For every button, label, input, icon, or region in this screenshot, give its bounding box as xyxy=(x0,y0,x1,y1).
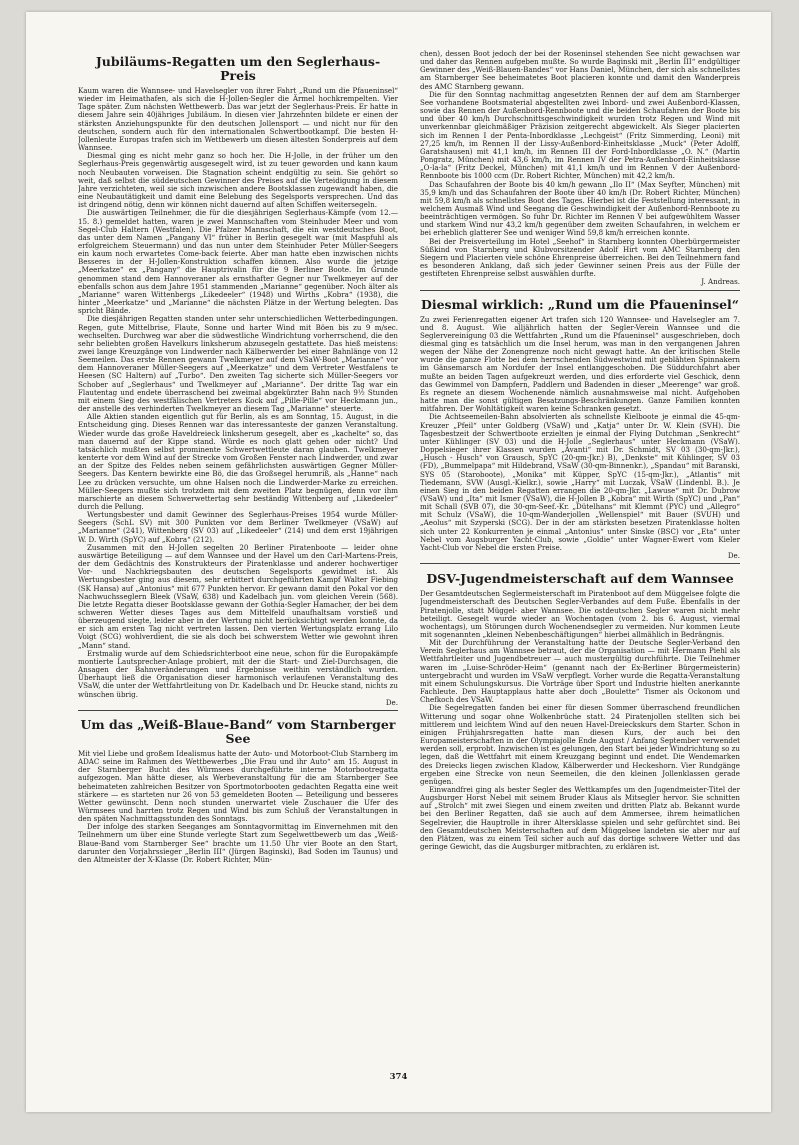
headline-dsv-jugendmeisterschaft: DSV-Jugendmeisterschaft auf dem Wannsee xyxy=(426,571,734,587)
section-divider xyxy=(420,563,740,564)
article-pfaueninsel xyxy=(420,316,740,561)
article-weiss-blaue-band xyxy=(78,750,398,864)
article-weiss-blaue-band-continued xyxy=(420,50,740,287)
page-number: 374 xyxy=(389,1072,408,1082)
paragraph: Das Schaufahren der Boote bis 40 km/h gewann „Ilo II“ (Max Seyfter, München) mit 35,9 km/h und das Schaufahren der Boote über 40 km/h (Dr. Robert Richter, München) mit 59,8 km/h als schnellstes Boot des Tages. Hierbei ist die Feststellung interessant, in welchem Ausmaß Wind und Seegang die Geschwindigkeit der Außenbord-Rennboote zu beeinträchtigen vermögen. So fuhr Dr. Richter im Rennen V bei aufgewühltem Wasser und starkem Wind nur 43,2 km/h gegenüber dem zweiten Schaufahren, in welchem er bei erheblich glatterer See und weniger Wind 59,8 km/h erreichen konnte. xyxy=(420,179,740,238)
paragraph: Bei der Preisverteilung im Hotel „Seehof“ in Starnberg konnten Oberbürgermeister Süßkind von Starnberg und Klubvorsitzender Adolf Hirt vom AMC Starnberg den Siegern und Placierten viele schöne Ehrenpreise überreichen. Bei den Teilnehmern fand es besonderen Anklang, daß sich jeder Gewinner seinen Preis aus der Fülle der gestifteten Ehrenpreise selbst auswählen durfte. xyxy=(420,236,740,279)
paragraph: Mit der Durchführung der Veranstaltung hatte der Deutsche Segler-Verband den Verein Seglerhaus am Wannsee betraut, der die Organisation — mit Hermann Piehl als Wettfahrtleiter und Jugendbetreuer — auch mustergültig durchführte. Die Teilnehmer waren im „Luise-Schröder-Heim“ (genannt nach der Ex-Berliner Bürgermeisterin) untergebracht und wurden im VSaW verpflegt. Vorher wurde die Regatta-Veranstaltung mit einem Schulungskursus. Die Vorträge über Sport und Industrie hielten anerkannte Fachleute. Den Hauptapplaus hatte aber doch „Boulette“ Tismer als Ockonom und Chefkoch des VSaW. xyxy=(420,638,740,705)
article-seglerhaus-preis xyxy=(78,87,398,707)
paragraph: Der infolge des starken Seeganges am Sonntagvormittag im Einvernehmen mit den Teilnehmern um über eine Stunde verlegte Start zum Segelwettbewerb um das „Weiß-Blaue-Band vom Starnberger See“ brachte um 11.50 Uhr vier Boote an den Start, darunter den Vorjahrssieger „Berlin III“ (Jürgen Baginski), Bad Soden im Taunus) und den Altmeister der X-Klasse (Dr. Robert Richter, Mün- xyxy=(78,822,398,864)
author-signature: De. xyxy=(385,697,398,707)
paragraph: Einwandfrei ging als bester Segler des Wettkampfes um den Jugendmeister-Titel der Augsburger Horst Nebel mit seinem Bruder Klaus als Mitsegler hervor. Sie schnitten auf „Strolch“ mit zwei Siegen und einem zweiten und dritten Platz ab. Bekannt wurde bei den Berliner Regatten, daß sie auch auf dem Ammersee, ihrem heimatlichen Segelrevier, die Hauptrolle in ihrer Altersklasse spielen und sehr gefürchtet sind. Bei den Gesamtdeutschen Meisterschaften auf dem Müggelsee landeten sie aber nur auf den Plätzen, was zu einem Teil sicher auch auf das dortige schwere Wetter und das geringe Gewicht, das die Augsburger mitbrachten, zu erklären ist. xyxy=(420,784,740,852)
paragraph: Die für den Sonntag nachmittag angesetzten Rennen der auf dem am Starnberger See vorhandene Bootsmaterial abgestellten zwei Inbord- und zwei Außenbord-Klassen, sowie das Rennen der Außenbord-Rennboote und die beiden Schaufahren der Boote bis und über 40 km/h Durchschnittsgeschwindigkeit wurden trotz Regen und Wind mit unverkennbar gleichmäßiger Präzision zeitgerecht abgewickelt. Als Sieger placierten sich im Rennen I der Penta-Inbordklasse „Lechgeist“ (Fritz Simmerding, Leoni) mit 27,25 km/h, im Rennen II der Lissy-Außenbord-Einheitsklasse „Muck“ (Peter Adolff, Garatshausen) mit 41,1 km/h, im Rennen III der Ford-Inbordklasse „O. N.“ (Martin Pongratz, München) mit 43,6 km/h, im Rennen IV der Petra-Außenbord-Einheitsklasse „O-la-la“ (Fritz Deckel, München) mit 41,1 km/h und im Rennen V der Außenbord-Rennboote bis 1000 ccm (Dr. Robert Richter, München) mit 42,2 km/h. xyxy=(420,89,740,181)
paragraph: Die Achtseemeilen-Bahn absolvierten als schnellste Kielboote je einmal die 45-qm-Kreuzer „Pfeil“ unter Goldberg (VSaW) und „Katja“ unter Dr. W. Klein (SVH). Die Tagesbestzeit der Schwertboote erzielten je einmal der Flying Dutchman „Senkrecht“ unter Kühlinger (SV 03) und die H-Jolle „Seglerhaus“ unter Heckmann (VSaW). Doppelsieger ihrer Klassen wurden „Avanti“ mit Dr. Schmidt, SV 03 (30-qm-Jkr.), „Husch - Husch“ von Grausch, SpYC (20-qm-Jkr.) B), „Denkste“ mit Kühlinger, SV 03 (FD), „Bummelpapa“ mit Hildebrand, VSaW (30-qm-Binnenkr.), „Spandau“ mit Baranski, SYS 05 (Staroboote), „Monika“ mit Küpper, SpYC (15-qm-Jkr.), „Atlantis“ mit Tiedemann, SVW (Ausgl.-Kielkr.), sowie „Harry“ mit Luczak, VSaW (Lindenbl. B.). Je einen Sieg in den beiden Regatten errangen die 20-qm-Jkr. „Lawuse“ mit Dr. Dubrow (VSaW) und „Ita“ mit Ismer (VSaW), die H-Jollen B „Kobra“ mit Wirth (SpYC) und „Pan“ mit Schall (SVB 07), die 30-qm-Seef.-Kr. „Dütelhans“ mit Klemmt (PYC) und „Allegro“ mit Schulz (VSaW), die 10-qm-Wanderjollen „Wellenspiel“ mit Bauer (SVUH) und „Aeolus“ mit Szyperski (SCG). Der in der am stärksten besetzen Piratenklasse holten sich unter 22 Konkurrenten je einmal „Antonius“ unter Sinske (BSC) vor „Eta“ unter Nebel vom Augsburger Yacht-Club, sowie „Goldie“ unter Wagner-Ewert vom Kieler Yacht-Club vor Nebel die ersten Preise. xyxy=(420,412,740,552)
right-column xyxy=(420,50,740,1067)
paragraph: Erstmalig wurde auf dem Schiedsrichterboot eine neue, schon für die Europakämpfe montierte Lautsprecher-Anlage probiert, mit der die Start- und Ziel-Durchsagen, die Ansagen der Bahnveränderungen und Ergebnisse weithin verständlich wurden. Überhaupt ließ die Organisation dieser harmonisch verlaufenen Veranstaltung des VSaW, die unter der Wettfahrtleitung von Dr. Kadelbach und Dr. Heucke stand, nichts zu wünschen übrig. xyxy=(78,648,398,699)
section-divider xyxy=(420,290,740,291)
article-dsv-jugendmeisterschaft xyxy=(420,590,740,851)
paragraph: Kaum waren die Wannsee- und Havelsegler von ihrer Fahrt „Rund um die Pfaueninsel“ wieder im Heimathafen, als sich die H-Jollen-Segler die Ärmel hochkrempelten. Vier Tage später. Zum nächsten Wettbewerb. Das war jetzt der Seglerhaus-Preis. Er hatte in diesem Jahre sein 40jähriges Jubiläum. In diesen vier Jahrzehnten bildete er einen der stärksten Anziehungspunkte für den deutschen Jollensport — und nicht nur für den deutschen, sondern auch für den internationalen Schwertbootkampf. Die besten H-Jollenleute Europas trafen sich im Wettbewerb um diesen ältesten Sonderpreis auf dem Wannsee. xyxy=(78,86,398,153)
magazine-page xyxy=(26,12,771,1112)
headline-pfaueninsel: Diesmal wirklich: „Rund um die Pfaueninsel“ xyxy=(421,296,739,312)
paragraph: Die auswärtigen Teilnehmer, die für die diesjährigen Seglerhaus-Kämpfe (vom 12.—15. 8.) gemeldet hatten, waren je zwei Mannschaften vom Steinhuder Meer und vom Segel-Club Haltern (Westfalen). Die Pfalzer Mannschaft, die ein westdeutsches Boot, das unter dem Namen „Pangany VI“ früher in Berlin gesegelt war (mit Maspfuhl als erfolgreichem Steuermann) und das nun unter dem Steinhuder Peter Müller-Seegers ein kaum noch erwartetes Come-back feierte. Aber man hatte eben inzwischen nichts Besseres in der H-Jollen-Konstruktion schaffen können. Also wurde die jetzige „Meerkatze“ ex „Pangany“ die Hauptrivalin für die 9 Berliner Boote. Im Grunde genommen stand dem Hannoveraner als ernsthafter Gegner nur Twelkmeyer auf der ebenfalls schon aus dem Jahre 1951 stammenden „Marianne“ gegenüber. Noch älter als „Marianne“ waren Wittenbergs „Likedeeler“ (1948) und Wirths „Kobra“ (1938), die hinter „Meerkatze“ und „Marianne“ die nächsten Plätze in der Wertung belegten. Das spricht Bände. xyxy=(78,208,398,316)
paragraph: Zusammen mit den H-Jollen segelten 20 Berliner Piratenboote — leider ohne auswärtige Beteiligung — auf dem Wannsee und der Havel um den Carl-Martens-Preis, der dem Gedächtnis des Konstrukteurs der Piratenklasse und anderer hochwertiger Vor- und Nachkriegsbauten des deutschen Segelsports gewidmet ist. Als Wertungsbester ging aus diesem, sehr erbittert durchgeführten Kampf Walter Fiebing (SK Hansa) auf „Antonius“ mit 677 Punkten hervor. Er gewann damit den Pokal vor den Nachwuchsseglern Bleek (VSaW, 638) und Kadelbach jun. vom gleichen Verein (568). Die letzte Regatta dieser Bootsklasse gewann der Gothia-Segler Hamacher, der bei dem schweren Wetter dieses Tages aus dem Mittelfeld unaufhaltsam vorstieß und überzeugend siegte, leider aber in der Wertung nicht berücksichtigt werden konnte, da er sich am ersten Tag nicht vertreten lassen. Den vierten Wertungsplatz errang Lilo Voigt (SCG) wohlverdient, die sie als doch bei schwerstem Wetter wie gewohnt ihren „Mann“ stand. xyxy=(78,542,398,650)
paragraph: Wertungsbester und damit Gewinner des Seglerhaus-Preises 1954 wurde Müller-Seegers (SchL SV) mit 300 Punkten vor dem Berliner Twelkmeyer (VSaW) auf „Marianne“ (241), Wittenberg (SV 03) auf „Likedeeler“ (214) und dem erst 19jährigen W. D. Wirth (SpYC) auf „Kobra“ (212). xyxy=(78,510,398,544)
left-column xyxy=(78,52,398,1067)
paragraph: Die Segelregatten fanden bei einer für diesen Sommer überraschend freundlichen Witterung und sogar ohne Wolkenbrüche statt. 24 Piratenjollen stellten sich bei mittlerem und leichtem Wind auf den neuen Havel-Dreieckskurs dem Starter. Schon in einigen Frühjahrsregatten hatte man diesen Kurs, der auch bei den Europameisterschaften in der Olympiajolle Ende August / Anfang September verwendet werden soll, erprobt. Inzwischen ist es gelungen, den Start bei jeder Windrichtung so zu legen, daß die Wettfahrt mit einem Kreuzgang beginnt und endet. Die Wendemarken des Dreiecks liegen zwischen Kladow, Kälberwerder und Heckeshorn. Vier Rundgänge ergeben eine Strecke von neun Seemeilen, die den kleinen Jollenklassen gerade genügen. xyxy=(420,703,740,786)
headline-seglerhaus-preis: Jubiläums-Regatten um den Seglerhaus-Preis xyxy=(95,54,381,83)
paragraph: Die diesjährigen Regatten standen unter sehr unterschiedlichen Wetterbedingungen. Regen, gute Mittelbrise, Flaute, Sonne und harter Wind mit Böen bis zu 9 m/sec. wechselten. Durchweg war aber die südwestliche Windrichtung vorherrschend, die den sehr beliebten großen Havelkurs linksherum abzusegeln gestattete. Das hieß meistens: zwei lange Kreuzgänge von Lindwerder nach Kälberwerder bei einer Bahnlänge von 12 Seemeilen. Das erste Rennen gewann Twelkmeyer auf dem VSaW-Boot „Marianne“ vor dem Hannoveraner Müller-Seegers auf „Meerkatze“ und dem Vertreter Westfalens te Heesen (SC Haltern) auf „Turbo“. Den zweiten Tag sicherte sich Müller-Seegers vor Schober auf „Seglerhaus“ und Twelkmeyer auf „Marianne“. Der dritte Tag war ein Flautentag und endete überraschend bei zweimal abgekürzter Bahn nach 9½ Stunden mit einem Sieg des westfälischen Vertreters Kock auf „Pille-Pille“ vor Heckmann jun., der anstelle des verhinderten Twelkmeyer an diesem Tag „Marianne“ steuerte. xyxy=(78,314,398,414)
paragraph: Diesmal ging es nicht mehr ganz so hoch her. Die H-Jolle, in der früher um den Seglerhaus-Preis gegenwärtig ausgesegelt wird, ist zu teuer geworden und kann kaum noch Neubauten vorweisen. Die Stagnation scheint endgültig zu sein. Sie gehört so weit, daß selbst die süddeutschen Gewinner des Preises auf die Verteidigung in diesem Jahre verzichteten, weil sie sich inzwischen andere Bootsklassen zugewandt haben, die eine Neubautätigkeit und damit eine Belebung des Segelsports versprechen. Und das ist dringend nötig, denn wir können nicht dauernd auf alten Schiffen weitersegeln. xyxy=(78,151,398,210)
paragraph: chen), dessen Boot jedoch der bei der Roseninsel stehenden See nicht gewachsen war und daher das Rennen aufgeben mußte. So wurde Baginski mit „Berlin III“ endgültiger Gewinner des „Weiß-Blauen-Bandes“ vor Hans Daniel, München, der sich als schnellstes am Starnberger See beheimatetes Boot placieren konnte und damit den Wanderpreis des AMC Starnberg gewann. xyxy=(420,50,740,91)
section-divider xyxy=(78,710,398,711)
paragraph: Zu zwei Ferienregatten eigener Art trafen sich 120 Wannsee- und Havelsegler am 7. und 8. August. Wie alljährlich hatten der Segler-Verein Wannsee und die Seglervereinigung 03 die Wettfahrten „Rund um die Pfaueninsel“ ausgeschrieben, doch diesmal ging es tatsächlich um die Insel herum, was man in den vergangenen Jahren wegen der Nähe der Zonengrenze noch nicht gewagt hatte. An der kritischen Stelle wurde die ganze Flotte bei dem herrschenden Südwestwind mit geblähten Spinnakern im Gänsemarsch am Nordufer der Insel entlanggeschoben. Die Süddurchfahrt aber mußte an beiden Tagen aufgekreuzt werden, und dies erforderte viel Geschick, denn das Gewimmel von Dampfern, Paddlern und Badenden in dieser „Meerenge“ war groß. Es regnete an diesem Wochenende nämlich ausnahmsweise mal nicht. Aufgehoben hatte man die sonst gültigen Besatzungs-Beschränkungen. Ganze Familien konnten mitfahren. Der Wohltätigkeit waren keine Schranken gesetzt. xyxy=(420,314,740,414)
paragraph: Alle Aktien standen eigentlich gut für Berlin, als es am Sonntag, 15. August, in die Entscheidung ging. Dieses Rennen war das interessanteste der ganzen Veranstaltung. Wieder wurde das große Haveldreieck linksherum gesegelt, aber es „kachelte“ so, das man dauernd auf der Kippe stand. Würde es noch glatt gehen oder nicht? Und tatsächlich mußten selbst prominente Schwertwettleute daran glauben. Twelkmeyer kenterte vor dem Wind auf der Strecke vom Großen Fenster nach Lindwerder, und zwar an der Spitze des Feldes neben seinem gefährlichsten auswärtigen Gegner Müller-Seegers. Das Kentern bewirkte eine Bö, die das Großsegel herumriß, als „Hanne“ nach Lee zu drücken versuchte, um ohne Halsen noch die Lindwerder-Marke zu erreichen. Müller-Seegers mußte sich trotzdem mit dem zweiten Platz begnügen, denn vor ihm marschierte an diesem Schwerwettertag sehr beständig Wittenberg auf „Likedeeler“ durch die Pellung. xyxy=(78,412,398,511)
author-signature: J. Andreas. xyxy=(701,277,740,287)
paragraph: Mit viel Liebe und großem Idealismus hatte der Auto- und Motorboot-Club Starnberg im ADAC seine im Rahmen des Wettbewerbes „Die Frau und ihr Auto“ am 15. August in der Starnberger Bucht des Würmsees durchgeführte interne Motorbootregatta aufgezogen. Man hätte dieser, als Werbeveranstaltung für die am Starnberger See beheimateten zahlreichen Besitzer von Sportmotorbooten gedachten Regatta eine weit stärkere — es starteten nur 26 von 53 gemeldeten Booten — Beteiligung und besseres Wetter gewünscht. Denn noch stunden unerwartet viele Zuschauer die Ufer des Würmsees und harrten trotz Regen und Wind bis zum Schluß der Veranstaltungen in den späten Nachmittagsstunden des Sonntags. xyxy=(78,748,398,824)
author-signature: De. xyxy=(727,551,740,561)
paragraph: Der Gesamtdeutschen Seglermeisterschaft im Piratenboot auf dem Müggelsee folgte die Jugendmeisterschaft des Deutschen Segler-Verbandes auf dem Fuße. Ebenfalls in der Piratenjolle, statt Müggel- aber Wannsee. Die ostdeutschen Segler waren nicht mehr beteiligt. Gesegelt wurde wieder an Wochentagen (vom 2. bis 6. August, viermal wochentags), um Störungen durch Wochenendsegler zu vermeiden. Nur kommen Leute mit sogenannten „kleinen Nebenbeschäftigungen“ hierbei allmählich in Bedrängnis. xyxy=(420,589,740,639)
headline-weiss-blaue-band: Um das „Weiß-Blaue-Band“ vom Starnberger See xyxy=(80,716,396,746)
